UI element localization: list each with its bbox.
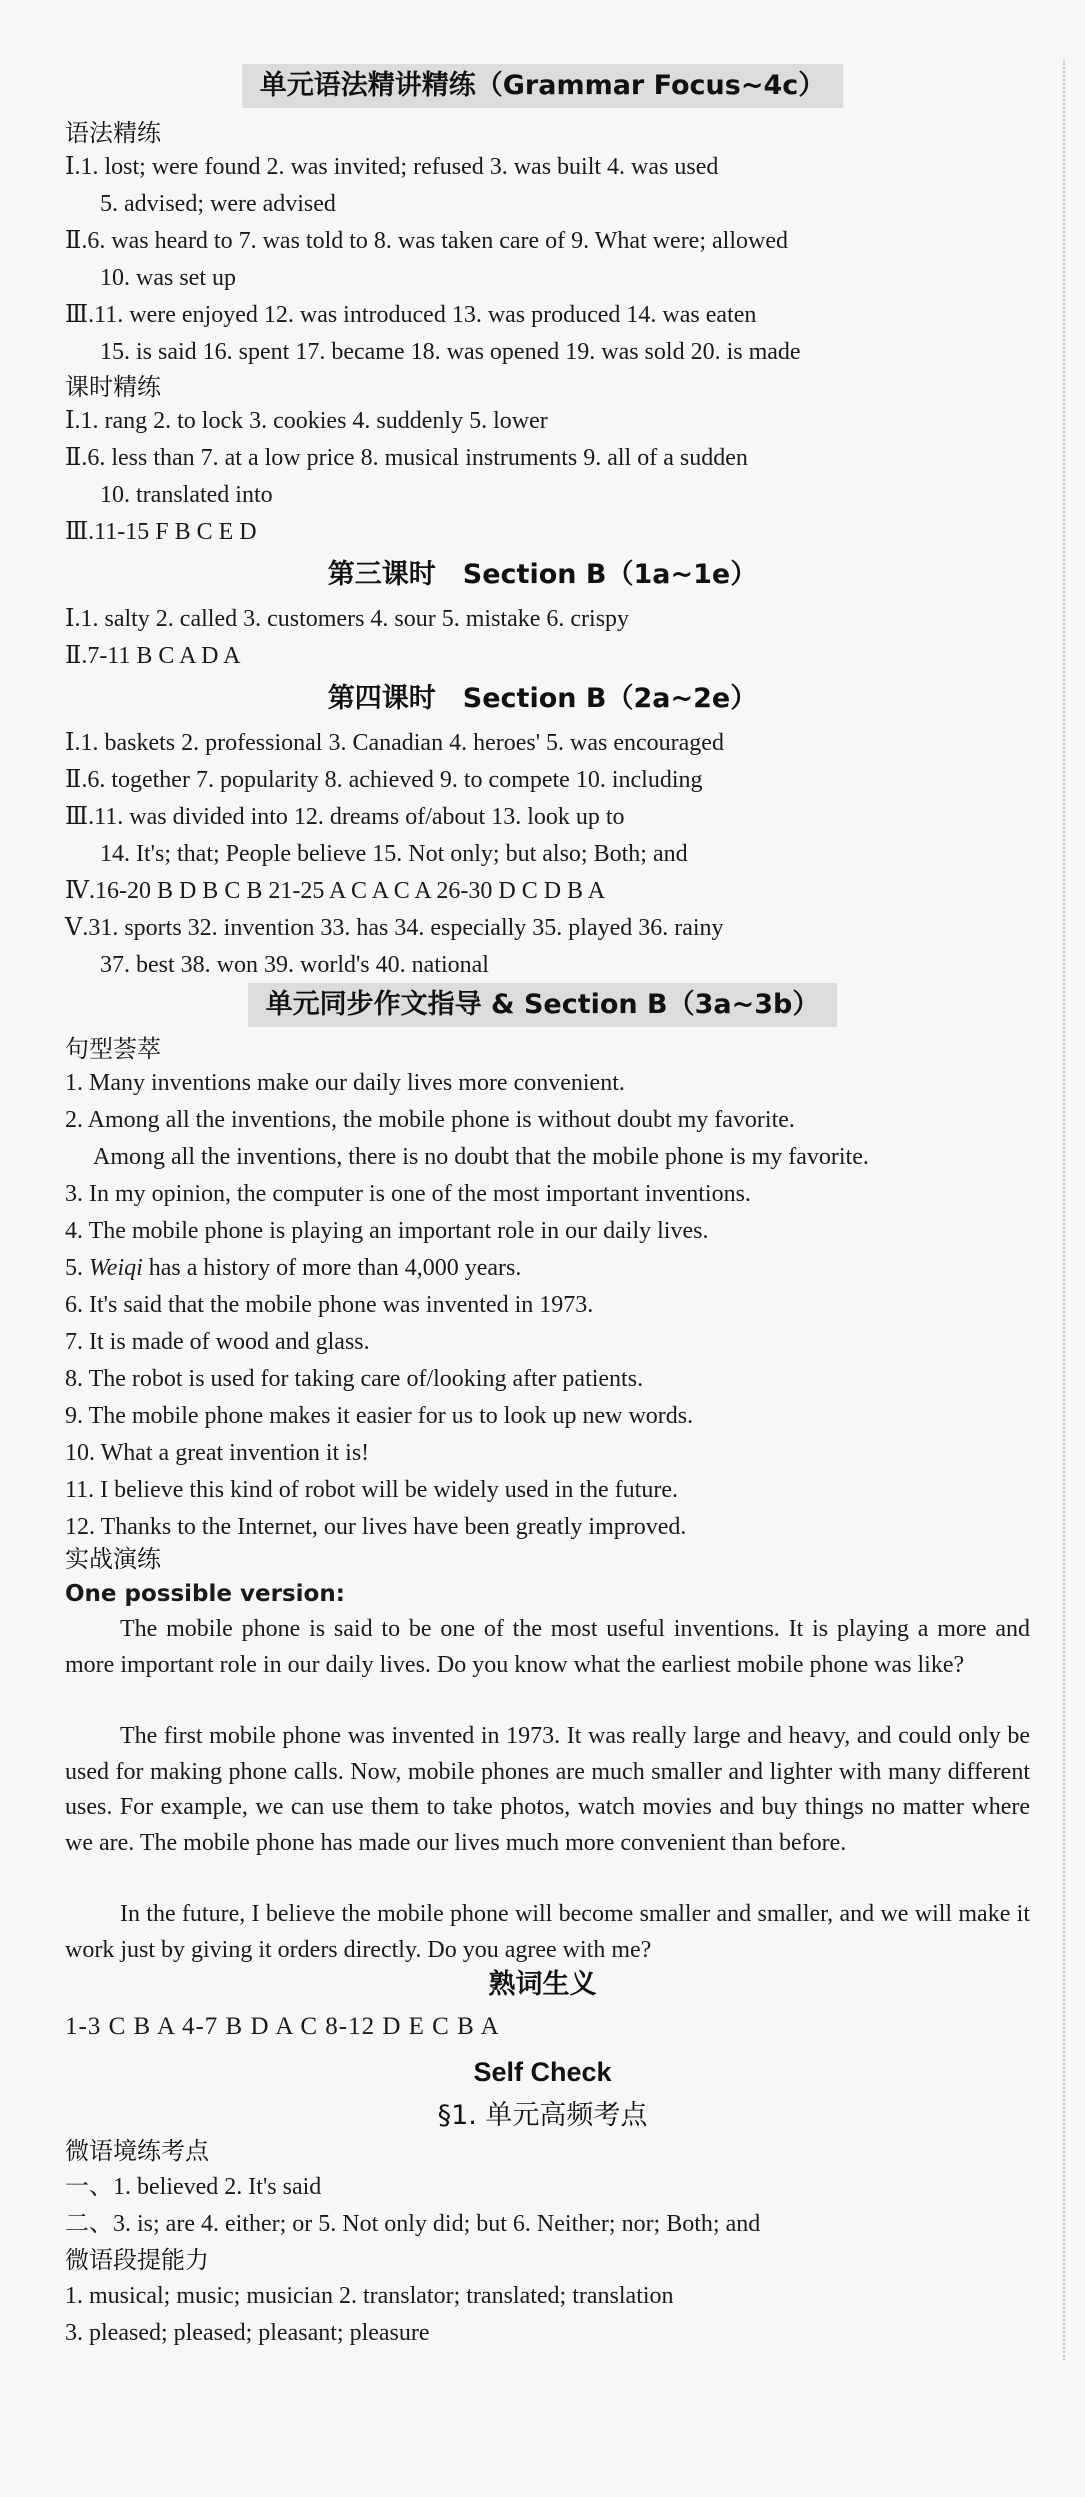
s4-line-6: Ⅴ.31. sports 32. invention 33. has 34. especially 35. played 36. rainy bbox=[65, 915, 724, 941]
sentence-2: 2. Among all the inventions, the mobile phone is without doubt my favorite. bbox=[65, 1107, 795, 1133]
grammar-line-5: Ⅲ.11. were enjoyed 12. was introduced 13. was produced 14. was eaten bbox=[65, 302, 757, 328]
micro-context-heading: 微语境练考点 bbox=[65, 2137, 209, 2165]
sentence-10: 10. What a great invention it is! bbox=[65, 1440, 370, 1466]
lesson-line-1: Ⅰ.1. rang 2. to lock 3. cookies 4. suddenly 5. lower bbox=[65, 408, 548, 434]
lesson-line-3: 10. translated into bbox=[100, 482, 273, 508]
lesson-line-2: Ⅱ.6. less than 7. at a low price 8. musical instruments 9. all of a sudden bbox=[65, 445, 748, 471]
lesson-practice-heading: 课时精练 bbox=[65, 373, 161, 401]
grammar-line-1: Ⅰ.1. lost; were found 2. was invited; refused 3. was built 4. was used bbox=[65, 154, 719, 180]
s4-line-1: Ⅰ.1. baskets 2. professional 3. Canadian 4. heroes' 5. was encouraged bbox=[65, 730, 724, 756]
s4-line-7: 37. best 38. won 39. world's 40. national bbox=[100, 952, 489, 978]
practice-heading: 实战演练 bbox=[65, 1545, 161, 1573]
micro-context-line-1: 一、1. believed 2. It's said bbox=[65, 2174, 322, 2200]
s3-line-1: Ⅰ.1. salty 2. called 3. customers 4. sour 5. mistake 6. crispy bbox=[65, 606, 630, 632]
grammar-focus-title: 单元语法精讲精练（Grammar Focus~4c） bbox=[242, 64, 844, 108]
self-check-title: Self Check bbox=[473, 2057, 612, 2087]
sentence-9: 9. The mobile phone makes it easier for us to look up new words. bbox=[65, 1403, 694, 1429]
sentence-4: 4. The mobile phone is playing an important role in our daily lives. bbox=[65, 1218, 709, 1244]
essay-paragraph-2: The first mobile phone was invented in 1973. It was really large and heavy, and could only be used for making phone calls. Now, mobile phones are much smaller and lighter with many different uses. For example, we can use them to take photos, watch movies and buy things no matter where we are. The mobile phone has made our lives much more convenient than before. bbox=[65, 1723, 1030, 1856]
writing-guide-title: 单元同步作文指导 & Section B（3a~3b） bbox=[248, 983, 838, 1027]
grammar-line-4: 10. was set up bbox=[100, 265, 236, 291]
margin-dotted-line bbox=[1063, 60, 1065, 2360]
s4-line-4: 14. It's; that; People believe 15. Not only; but also; Both; and bbox=[100, 841, 688, 867]
lesson-line-4: Ⅲ.11-15 F B C E D bbox=[65, 519, 257, 545]
grammar-line-6: 15. is said 16. spent 17. became 18. was opened 19. was sold 20. is made bbox=[100, 339, 801, 365]
section-b-1a-title: 第三课时 Section B（1a~1e） bbox=[327, 559, 758, 590]
sentence-11: 11. I believe this kind of robot will be widely used in the future. bbox=[65, 1477, 678, 1503]
sentence-12: 12. Thanks to the Internet, our lives have been greatly improved. bbox=[65, 1514, 687, 1540]
s4-line-3: Ⅲ.11. was divided into 12. dreams of/about 13. look up to bbox=[65, 804, 625, 830]
familiar-words-title: 熟词生义 bbox=[488, 1969, 597, 2000]
sentence-5-text: has a history of more than 4,000 years. bbox=[148, 1255, 522, 1281]
sentence-patterns-heading: 句型荟萃 bbox=[65, 1035, 161, 1063]
grammar-practice-heading: 语法精练 bbox=[65, 119, 161, 147]
micro-paragraph-line-1: 1. musical; music; musician 2. translator; translated; translation bbox=[65, 2283, 674, 2309]
essay-paragraph-1: The mobile phone is said to be one of the most useful inventions. It is playing a more and more important role in our daily lives. Do you know what the earliest mobile phone was like? bbox=[65, 1616, 1030, 1678]
micro-paragraph-heading: 微语段提能力 bbox=[65, 2246, 209, 2274]
s3-line-2: Ⅱ.7-11 B C A D A bbox=[65, 643, 241, 669]
weiqi-italic: Weiqi bbox=[89, 1255, 143, 1281]
sentence-2-alt: Among all the inventions, there is no doubt that the mobile phone is my favorite. bbox=[93, 1144, 869, 1170]
possible-version-label: One possible version: bbox=[65, 1581, 345, 1607]
sentence-7: 7. It is made of wood and glass. bbox=[65, 1329, 370, 1355]
micro-context-line-2: 二、3. is; are 4. either; or 5. Not only did; but 6. Neither; nor; Both; and bbox=[65, 2211, 761, 2237]
familiar-words-answers: 1-3 C B A 4-7 B D A C 8-12 D E C B A bbox=[65, 2013, 500, 2040]
sentence-6: 6. It's said that the mobile phone was invented in 1973. bbox=[65, 1292, 594, 1318]
sentence-5 bbox=[65, 1251, 521, 1285]
sentence-5-number: 5. bbox=[65, 1255, 83, 1281]
s4-line-2: Ⅱ.6. together 7. popularity 8. achieved 9. to compete 10. including bbox=[65, 767, 703, 793]
grammar-line-2: 5. advised; were advised bbox=[100, 191, 336, 217]
section-b-2a-title: 第四课时 Section B（2a~2e） bbox=[327, 683, 758, 714]
s4-line-5: Ⅳ.16-20 B D B C B 21-25 A C A C A 26-30 D C D B A bbox=[65, 878, 606, 904]
micro-paragraph-line-2: 3. pleased; pleased; pleasant; pleasure bbox=[65, 2320, 430, 2346]
essay-paragraph-3: In the future, I believe the mobile phone will become smaller and smaller, and we will make it work just by giving it orders directly. Do you agree with me? bbox=[65, 1901, 1030, 1963]
sentence-3: 3. In my opinion, the computer is one of the most important inventions. bbox=[65, 1181, 751, 1207]
sentence-1: 1. Many inventions make our daily lives more convenient. bbox=[65, 1070, 625, 1096]
grammar-line-3: Ⅱ.6. was heard to 7. was told to 8. was taken care of 9. What were; allowed bbox=[65, 228, 788, 254]
self-check-subtitle: §1. 单元高频考点 bbox=[437, 2100, 648, 2131]
sentence-8: 8. The robot is used for taking care of/looking after patients. bbox=[65, 1366, 644, 1392]
